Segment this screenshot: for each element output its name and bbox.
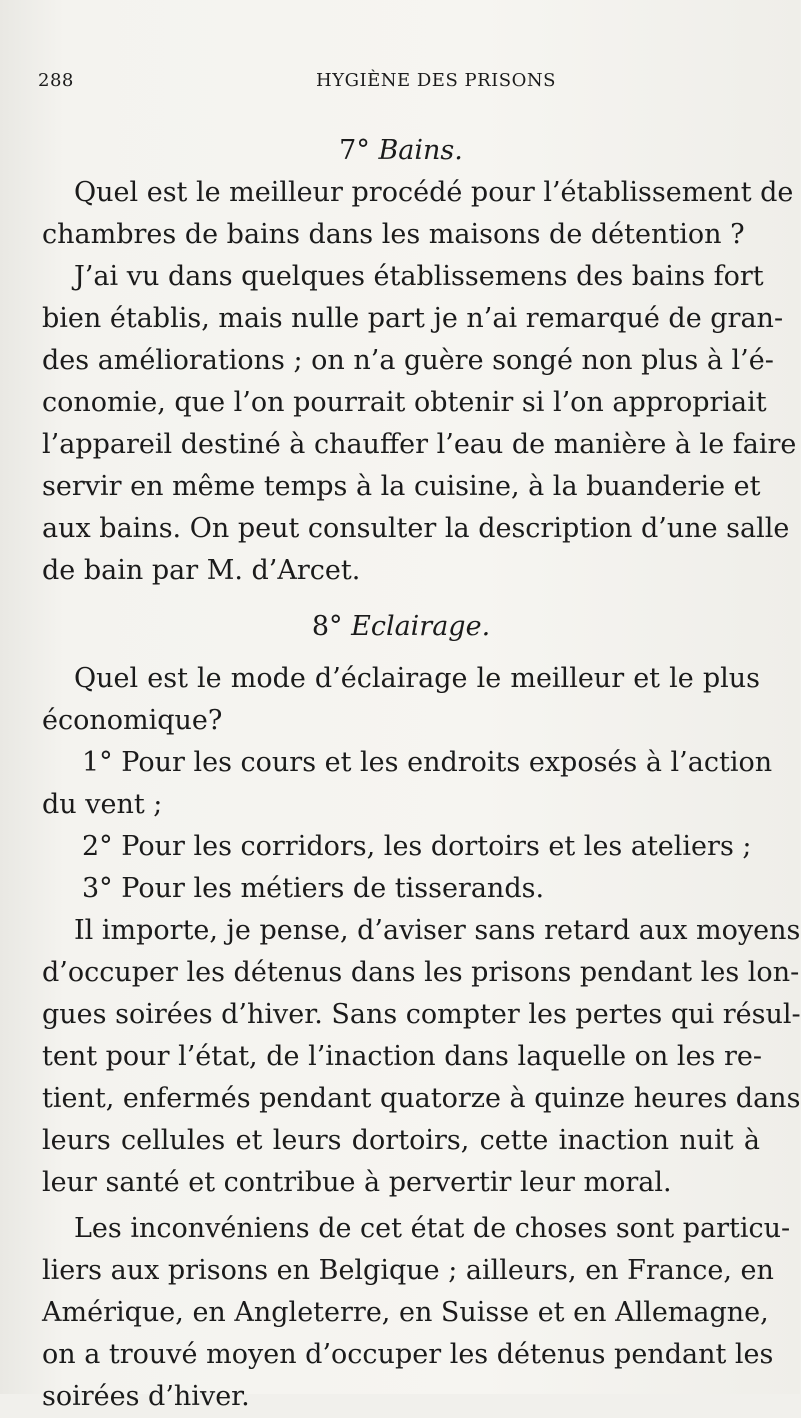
text-line: soirées d’hiver. — [42, 1381, 250, 1412]
list-item: 3° Pour les métiers de tisserands. — [82, 873, 545, 904]
text-line: on a trouvé moyen d’occuper les détenus pendant les — [42, 1339, 774, 1370]
text-line: l’appareil destiné à chauffer l’eau de manière à le faire — [42, 429, 797, 460]
text-line: aux bains. On peut consulter la description d’une salle — [42, 513, 790, 544]
text-line: de bain par M. d’Arcet. — [42, 555, 361, 586]
text-line: Quel est le meilleur procédé pour l’établissement de — [74, 177, 794, 208]
text-line: tent pour l’état, de l’inaction dans laquelle on les re- — [42, 1041, 762, 1072]
text-line: leurs cellules et leurs dortoirs, cette inaction nuit à — [42, 1125, 760, 1156]
text-line: économique? — [42, 705, 223, 736]
page-number: 288 — [38, 70, 74, 91]
text-line: bien établis, mais nulle part je n’ai remarqué de gran- — [42, 303, 784, 334]
text-line: des améliorations ; on n’a guère songé non plus à l’é- — [42, 345, 774, 376]
text-line: Amérique, en Angleterre, en Suisse et en Allemagne, — [42, 1297, 769, 1328]
text-line: servir en même temps à la cuisine, à la buanderie et — [42, 471, 761, 502]
body-text — [42, 130, 801, 1418]
list-item: 1° Pour les cours et les endroits exposés à l’action — [82, 747, 773, 778]
text-line: tient, enfermés pendant quatorze à quinze heures dans — [42, 1083, 801, 1114]
section-heading-bains — [42, 130, 760, 172]
running-head: HYGIÈNE DES PRISONS — [316, 70, 556, 91]
section-number: 8° — [311, 611, 343, 642]
section-number: 7° — [339, 135, 370, 166]
text-line: chambres de bains dans les maisons de détention ? — [42, 219, 745, 250]
text-line: leur santé et contribue à pervertir leur moral. — [42, 1167, 672, 1198]
section-heading-eclairage — [42, 606, 760, 648]
text-line: J’ai vu dans quelques établissemens des bains fort — [74, 261, 764, 292]
text-line: gues soirées d’hiver. Sans compter les pertes qui résul- — [42, 999, 801, 1030]
text-line: d’occuper les détenus dans les prisons pendant les lon- — [42, 957, 800, 988]
text-line: Quel est le mode d’éclairage le meilleur et le plus — [74, 663, 760, 694]
section-title: Bains. — [378, 135, 463, 166]
text-line: Les inconvéniens de cet état de choses sont particu- — [74, 1213, 791, 1244]
text-line: du vent ; — [42, 789, 163, 820]
text-line: liers aux prisons en Belgique ; ailleurs, en France, en — [42, 1255, 774, 1286]
list-item: 2° Pour les corridors, les dortoirs et les ateliers ; — [82, 831, 752, 862]
page-header — [38, 70, 556, 100]
text-line: conomie, que l’on pourrait obtenir si l’on appropriait — [42, 387, 767, 418]
section-title: Eclairage. — [351, 611, 491, 642]
text-line: Il importe, je pense, d’aviser sans retard aux moyens — [74, 915, 801, 946]
